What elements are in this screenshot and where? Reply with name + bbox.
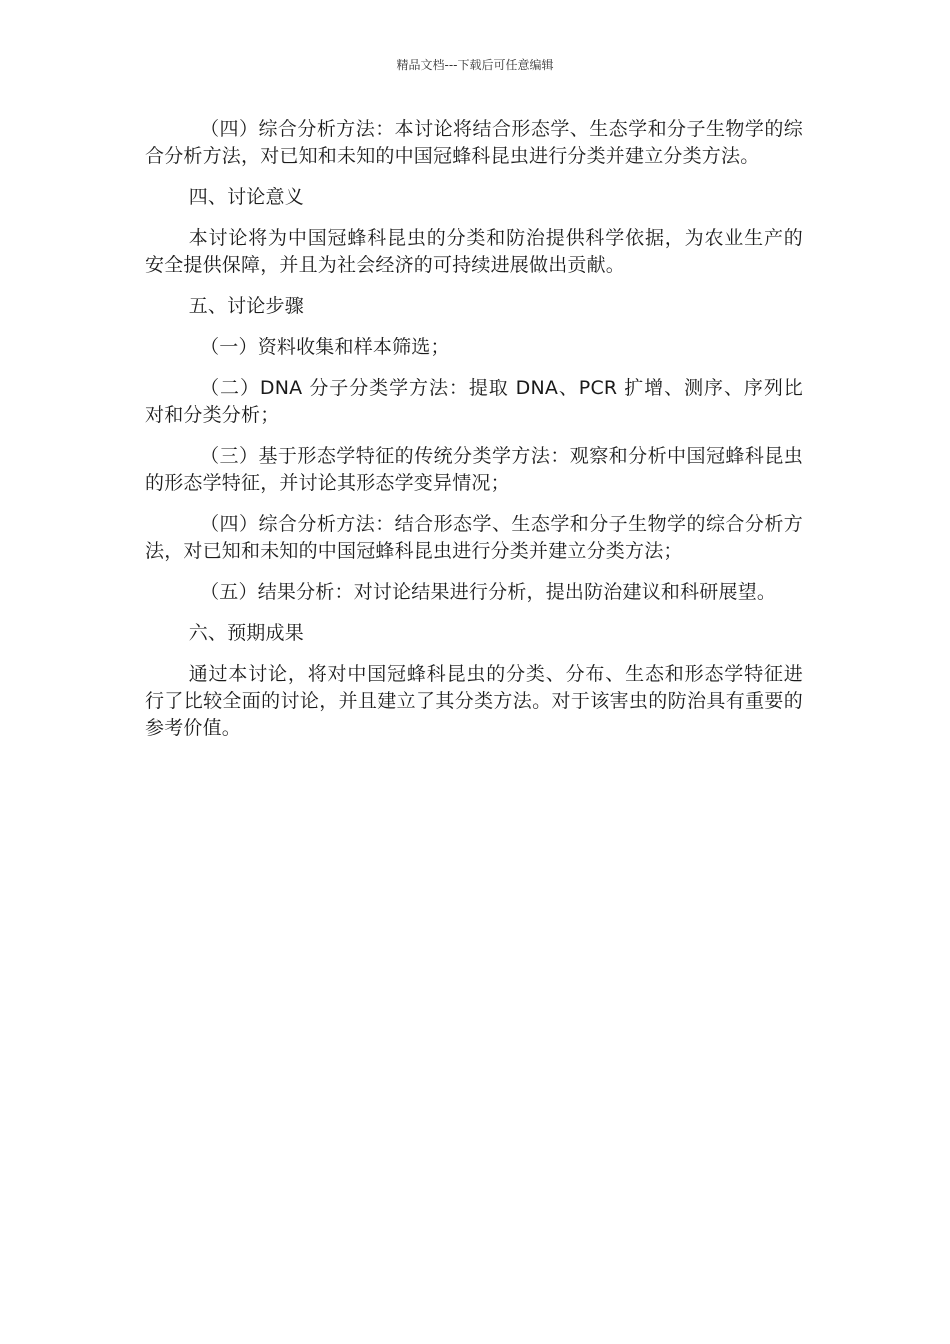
paragraph-comprehensive-analysis-intro: （四）综合分析方法：本讨论将结合形态学、生态学和分子生物学的综合分析方法，对已知和未知的中国冠蜂科昆虫进行分类并建立分类方法。 (145, 118, 803, 167)
paragraph-expected-results: 通过本讨论，将对中国冠蜂科昆虫的分类、分布、生态和形态学特征进行了比较全面的讨论，并且建立了其分类方法。对于该害虫的防治具有重要的参考价值。 (145, 663, 803, 739)
paragraph-significance: 本讨论将为中国冠蜂科昆虫的分类和防治提供科学依据，为农业生产的安全提供保障，并且为社会经济的可持续进展做出贡献。 (145, 227, 803, 276)
section-heading-steps: 五、讨论步骤 (188, 295, 304, 317)
step-item-3: （三）基于形态学特征的传统分类学方法：观察和分析中国冠蜂科昆虫的形态学特征，并讨论其形态学变异情况； (145, 445, 803, 494)
section-heading-significance: 四、讨论意义 (188, 186, 304, 208)
step-item-2: （二）DNA 分子分类学方法：提取 DNA、PCR 扩增、测序、序列比对和分类分析； (145, 377, 803, 426)
step-item-1: （一）资料收集和样本筛选； (200, 336, 450, 358)
section-heading-expected-results: 六、预期成果 (188, 622, 304, 644)
page-header: 精品文档---下载后可任意编辑 (396, 58, 554, 72)
step-item-4: （四）综合分析方法：结合形态学、生态学和分子生物学的综合分析方法，对已知和未知的中国冠蜂科昆虫进行分类并建立分类方法； (145, 513, 803, 562)
step-item-5: （五）结果分析：对讨论结果进行分析，提出防治建议和科研展望。 (200, 581, 777, 603)
document-body (145, 116, 803, 756)
